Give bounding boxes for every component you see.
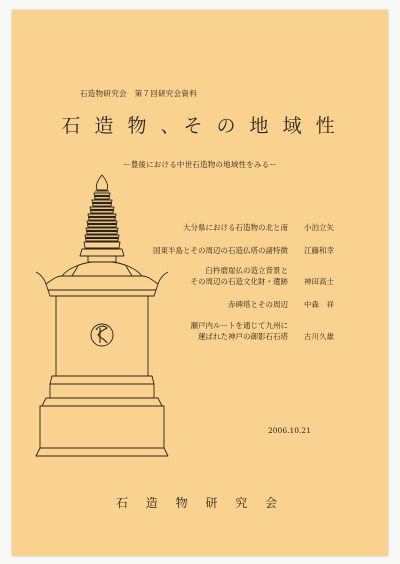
toc-title-2: 国東半島とその周辺の石造仏塔の諸特徴 — [153, 246, 288, 255]
toc-title-4: 赤碑塔とその周辺 — [228, 300, 288, 309]
booklet-cover — [12, 10, 388, 556]
toc-title-3-line-2: その周辺の石造文化財・遺跡 — [190, 277, 288, 286]
series-label: 石造物研究会 第７回研究会資料 — [80, 89, 197, 98]
toc-author-4: 中森 祥 — [304, 300, 334, 309]
cover-subtitle: ー豊後における中世石造物の地域性をみるー — [123, 160, 277, 169]
toc-title-1: 大分県における石造物の北と南 — [183, 223, 288, 232]
cover-title: 石 造 物 、そ の 地 域 性 — [61, 115, 339, 137]
publication-date: 2006.10.21 — [268, 426, 311, 435]
toc-author-1: 小泊立矢 — [304, 223, 334, 232]
toc-author-5: 古川久雄 — [304, 332, 334, 341]
toc-title-3-line-1: 臼杵磨崖仏の造立背景と — [205, 266, 288, 275]
toc-title-5-line-2: 運ばれた神戸の御影石石塔 — [198, 332, 288, 341]
toc-author-3: 神田高士 — [304, 277, 334, 286]
publisher-name: 石 造 物 研 究 会 — [115, 496, 285, 510]
toc-title-5-line-1: 瀬戸内ルートを通じて九州に — [190, 321, 288, 330]
toc-author-2: 江藤和幸 — [304, 246, 334, 255]
